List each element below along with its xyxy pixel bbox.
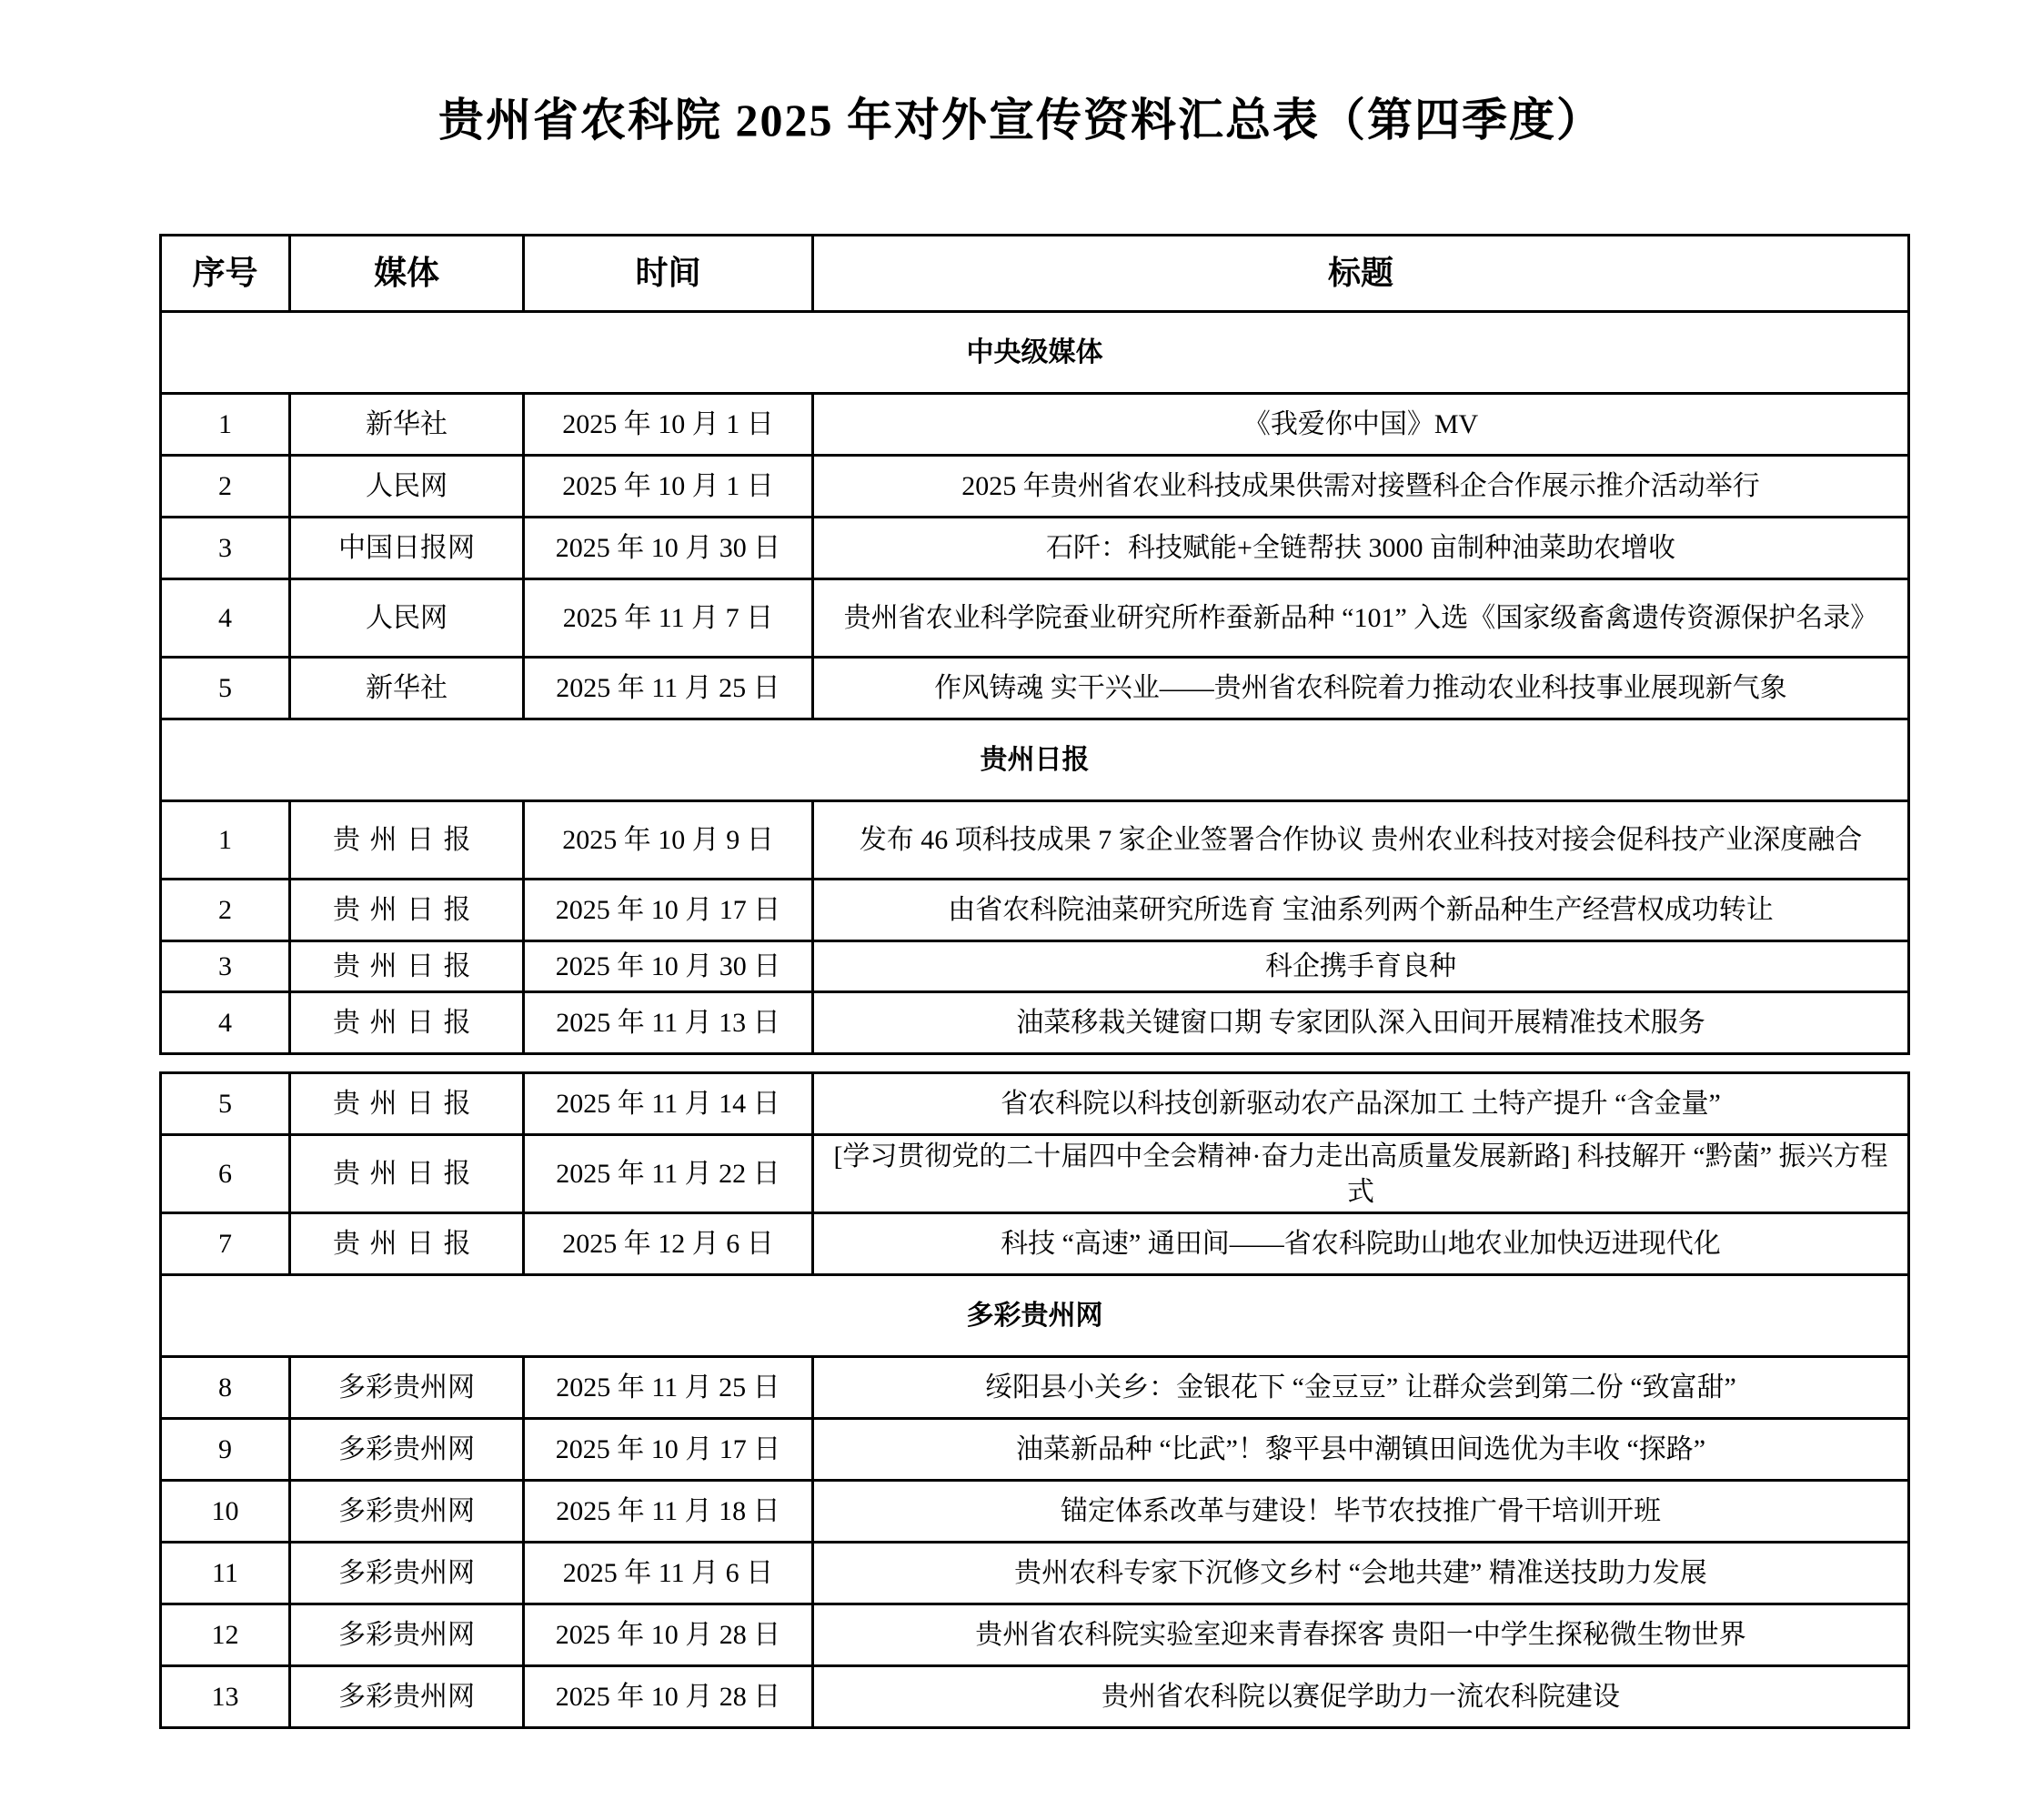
table-header-row — [161, 236, 1909, 312]
cell-title: 贵州农科专家下沉修文乡村 “会地共建” 精准送技助力发展 — [813, 1543, 1909, 1604]
summary-table-part-1 — [159, 234, 1910, 1055]
cell-title: 油菜新品种 “比武”！黎平县中潮镇田间选优为丰收 “探路” — [813, 1419, 1909, 1481]
cell-media: 新华社 — [290, 658, 524, 719]
header-time: 时间 — [524, 236, 813, 312]
cell-media: 多彩贵州网 — [290, 1481, 524, 1543]
cell-title: 科技 “高速” 通田间——省农科院助山地农业加快迈进现代化 — [813, 1213, 1909, 1275]
cell-no: 11 — [161, 1543, 290, 1604]
table-row — [161, 1481, 1909, 1543]
cell-media: 贵州日报 — [290, 801, 524, 880]
cell-no: 2 — [161, 880, 290, 941]
cell-time: 2025 年 10 月 17 日 — [524, 880, 813, 941]
cell-no: 9 — [161, 1419, 290, 1481]
cell-title: 贵州省农科院以赛促学助力一流农科院建设 — [813, 1666, 1909, 1728]
cell-media: 贵州日报 — [290, 1135, 524, 1213]
cell-media: 贵州日报 — [290, 941, 524, 992]
table-row — [161, 941, 1909, 992]
cell-no: 10 — [161, 1481, 290, 1543]
cell-no: 5 — [161, 658, 290, 719]
header-media: 媒体 — [290, 236, 524, 312]
cell-media: 新华社 — [290, 394, 524, 456]
table-row — [161, 1604, 1909, 1666]
cell-title: 油菜移栽关键窗口期 专家团队深入田间开展精准技术服务 — [813, 992, 1909, 1054]
cell-time: 2025 年 12 月 6 日 — [524, 1213, 813, 1275]
cell-time: 2025 年 10 月 1 日 — [524, 456, 813, 518]
table-row — [161, 1135, 1909, 1213]
cell-media: 人民网 — [290, 456, 524, 518]
cell-time: 2025 年 10 月 28 日 — [524, 1666, 813, 1728]
cell-no: 3 — [161, 941, 290, 992]
summary-table-part-2 — [159, 1071, 1910, 1729]
cell-time: 2025 年 10 月 30 日 — [524, 518, 813, 579]
table-row — [161, 394, 1909, 456]
page-title: 贵州省农科院 2025 年对外宣传资料汇总表（第四季度） — [438, 95, 1604, 146]
cell-title: 省农科院以科技创新驱动农产品深加工 土特产提升 “含金量” — [813, 1073, 1909, 1135]
table-row — [161, 992, 1909, 1054]
cell-no: 12 — [161, 1604, 290, 1666]
cell-title: 贵州省农科院实验室迎来青春探客 贵阳一中学生探秘微生物世界 — [813, 1604, 1909, 1666]
cell-title: 锚定体系改革与建设！毕节农技推广骨干培训开班 — [813, 1481, 1909, 1543]
cell-time: 2025 年 11 月 25 日 — [524, 1357, 813, 1419]
cell-time: 2025 年 10 月 17 日 — [524, 1419, 813, 1481]
cell-no: 1 — [161, 394, 290, 456]
header-no: 序号 — [161, 236, 290, 312]
section-row-gzdaily — [161, 719, 1909, 801]
cell-time: 2025 年 10 月 28 日 — [524, 1604, 813, 1666]
cell-time: 2025 年 10 月 1 日 — [524, 394, 813, 456]
table-row — [161, 801, 1909, 880]
cell-time: 2025 年 11 月 25 日 — [524, 658, 813, 719]
section-label-dcgz: 多彩贵州网 — [161, 1275, 1909, 1357]
table-row — [161, 1213, 1909, 1275]
cell-no: 8 — [161, 1357, 290, 1419]
table-row — [161, 456, 1909, 518]
cell-media: 贵州日报 — [290, 1073, 524, 1135]
table-row — [161, 1666, 1909, 1728]
cell-title: 贵州省农业科学院蚕业研究所柞蚕新品种 “101” 入选《国家级畜禽遗传资源保护名录》 — [813, 579, 1909, 658]
table-row — [161, 518, 1909, 579]
cell-no: 4 — [161, 992, 290, 1054]
cell-time: 2025 年 11 月 7 日 — [524, 579, 813, 658]
cell-media: 人民网 — [290, 579, 524, 658]
table-row — [161, 1073, 1909, 1135]
cell-media: 多彩贵州网 — [290, 1604, 524, 1666]
cell-title: 由省农科院油菜研究所选育 宝油系列两个新品种生产经营权成功转让 — [813, 880, 1909, 941]
cell-title: [学习贯彻党的二十届四中全会精神·奋力走出高质量发展新路] 科技解开 “黔菌” 振兴方程式 — [813, 1135, 1909, 1213]
table-row — [161, 880, 1909, 941]
cell-time: 2025 年 11 月 14 日 — [524, 1073, 813, 1135]
cell-title: 发布 46 项科技成果 7 家企业签署合作协议 贵州农业科技对接会促科技产业深度融合 — [813, 801, 1909, 880]
cell-no: 2 — [161, 456, 290, 518]
table-row — [161, 1419, 1909, 1481]
section-row-central — [161, 312, 1909, 394]
cell-title: 作风铸魂 实干兴业——贵州省农科院着力推动农业科技事业展现新气象 — [813, 658, 1909, 719]
table-row — [161, 658, 1909, 719]
cell-title: 科企携手育良种 — [813, 941, 1909, 992]
cell-no: 4 — [161, 579, 290, 658]
cell-media: 贵州日报 — [290, 1213, 524, 1275]
cell-no: 1 — [161, 801, 290, 880]
section-row-dcgz — [161, 1275, 1909, 1357]
cell-no: 5 — [161, 1073, 290, 1135]
cell-title: 2025 年贵州省农业科技成果供需对接暨科企合作展示推介活动举行 — [813, 456, 1909, 518]
cell-time: 2025 年 11 月 13 日 — [524, 992, 813, 1054]
table-row — [161, 579, 1909, 658]
cell-media: 贵州日报 — [290, 880, 524, 941]
cell-title: 《我爱你中国》MV — [813, 394, 1909, 456]
cell-media: 多彩贵州网 — [290, 1419, 524, 1481]
cell-title: 石阡：科技赋能+全链帮扶 3000 亩制种油菜助农增收 — [813, 518, 1909, 579]
cell-time: 2025 年 10 月 9 日 — [524, 801, 813, 880]
cell-time: 2025 年 10 月 30 日 — [524, 941, 813, 992]
table-row — [161, 1543, 1909, 1604]
cell-media: 多彩贵州网 — [290, 1666, 524, 1728]
cell-no: 3 — [161, 518, 290, 579]
cell-media: 贵州日报 — [290, 992, 524, 1054]
cell-title: 绥阳县小关乡：金银花下 “金豆豆” 让群众尝到第二份 “致富甜” — [813, 1357, 1909, 1419]
cell-no: 7 — [161, 1213, 290, 1275]
cell-media: 中国日报网 — [290, 518, 524, 579]
cell-no: 6 — [161, 1135, 290, 1213]
cell-time: 2025 年 11 月 6 日 — [524, 1543, 813, 1604]
cell-no: 13 — [161, 1666, 290, 1728]
cell-time: 2025 年 11 月 22 日 — [524, 1135, 813, 1213]
section-label-gzdaily: 贵州日报 — [161, 719, 1909, 801]
header-title: 标题 — [813, 236, 1909, 312]
table-row — [161, 1357, 1909, 1419]
cell-media: 多彩贵州网 — [290, 1543, 524, 1604]
section-label-central: 中央级媒体 — [161, 312, 1909, 394]
cell-time: 2025 年 11 月 18 日 — [524, 1481, 813, 1543]
cell-media: 多彩贵州网 — [290, 1357, 524, 1419]
